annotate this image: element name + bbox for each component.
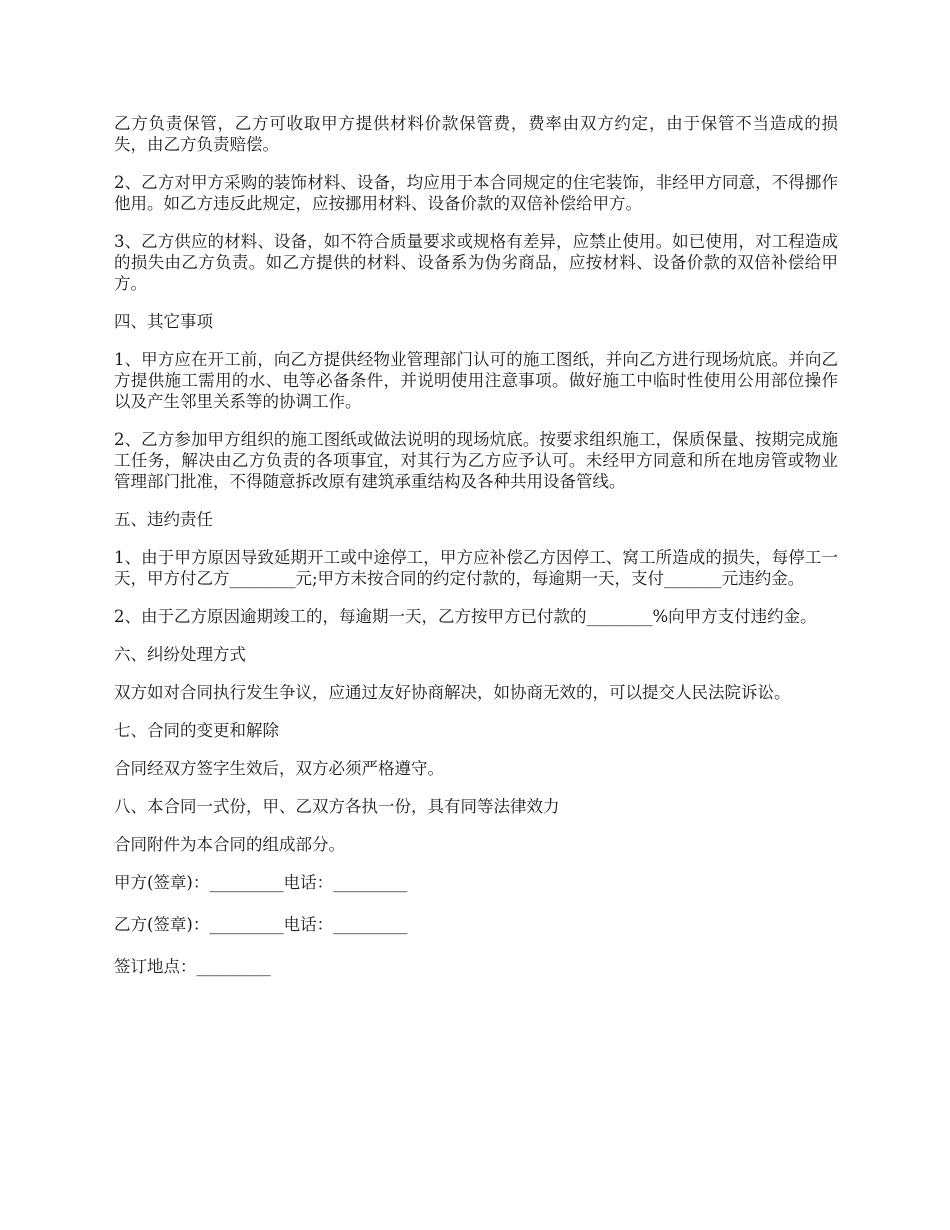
section-heading-dispute-resolution: 六、纠纷处理方式: [114, 645, 246, 664]
document-body: [114, 113, 838, 998]
signature-line-party-b: 乙方(签章)：_________电话：_________: [114, 915, 408, 934]
paragraph-party-b-duties: 2、乙方参加甲方组织的施工图纸或做法说明的现场炕底。按要求组织施工，保质保量、按期完成施工任务，解决由乙方负责的各项事宜，对其行为乙方应予认可。未经甲方同意和所在地房管或物业管理部门批准，不得随意拆改原有建筑承重结构及各种共用设备管线。: [114, 430, 838, 491]
paragraph-contract-change: 合同经双方签字生效后，双方必须严格遵守。: [114, 759, 444, 778]
paragraph-party-b-breach: 2、由于乙方原因逾期竣工的，每逾期一天，乙方按甲方已付款的________%向甲方支付违约金。: [114, 607, 817, 626]
paragraph-party-a-breach: 1、由于甲方原因导致延期开工或中途停工，甲方应补偿乙方因停工、窝工所造成的损失，每停工一天，甲方付乙方________元;甲方未按合同的约定付款的，每逾期一天，支付_______元违约金。: [114, 548, 838, 588]
signature-line-party-a: 甲方(签章)：_________电话：_________: [114, 873, 408, 892]
paragraph-material-usage: 2、乙方对甲方采购的装饰材料、设备，均应用于本合同规定的住宅装饰，非经甲方同意，不得挪作他用。如乙方违反此规定，应按挪用材料、设备价款的双倍补偿给甲方。: [114, 173, 838, 213]
paragraph-material-quality: 3、乙方供应的材料、设备，如不符合质量要求或规格有差异，应禁止使用。如已使用，对工程造成的损失由乙方负责。如乙方提供的材料、设备系为伪劣商品，应按材料、设备价款的双倍补偿给甲方。: [114, 232, 838, 293]
signing-place-line: 签订地点：_________: [114, 957, 271, 976]
paragraph-material-storage: 乙方负责保管，乙方可收取甲方提供材料价款保管费，费率由双方约定，由于保管不当造成的损失，由乙方负责赔偿。: [114, 114, 838, 154]
section-heading-contract-change: 七、合同的变更和解除: [114, 721, 279, 740]
paragraph-attachments: 合同附件为本合同的组成部分。: [114, 835, 345, 854]
section-heading-breach-liability: 五、违约责任: [114, 510, 213, 529]
paragraph-dispute-resolution: 双方如对合同执行发生争议，应通过友好协商解决，如协商无效的，可以提交人民法院诉讼。: [114, 683, 791, 702]
section-heading-other-matters: 四、其它事项: [114, 312, 213, 331]
section-heading-copies: 八、本合同一式份，甲、乙双方各执一份，具有同等法律效力: [114, 797, 560, 816]
paragraph-party-a-duties: 1、甲方应在开工前，向乙方提供经物业管理部门认可的施工图纸，并向乙方进行现场炕底。并向乙方提供施工需用的水、电等必备条件，并说明使用注意事项。做好施工中临时性使用公用部位操作以及产生邻里关系等的协调工作。: [114, 350, 838, 411]
